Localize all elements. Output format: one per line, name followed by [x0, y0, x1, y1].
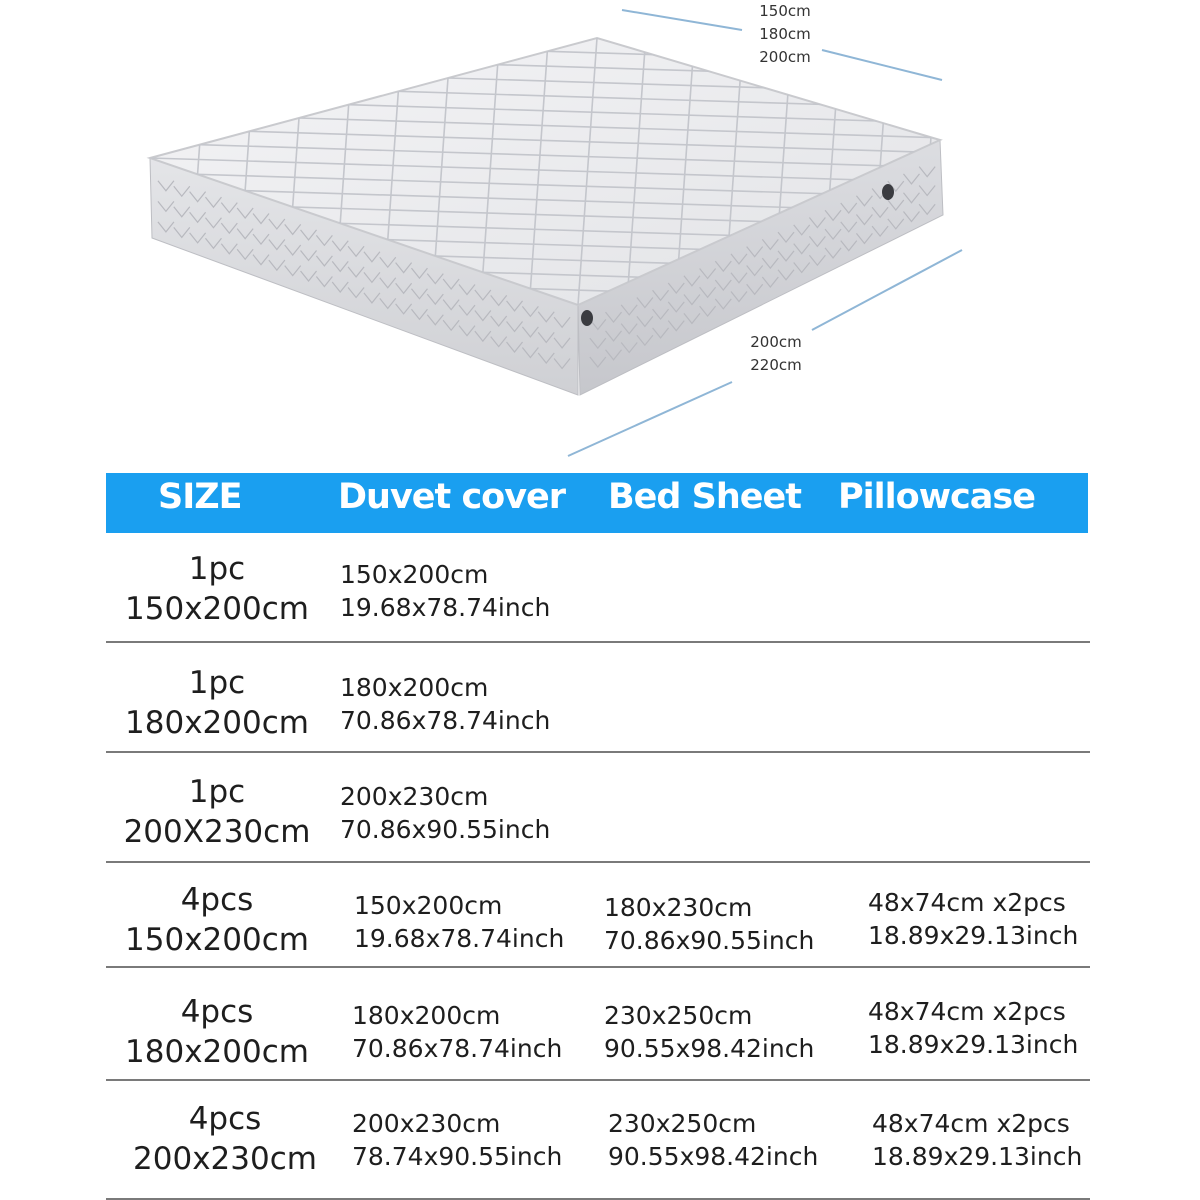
row-divider	[106, 1079, 1090, 1081]
table-row	[106, 549, 1090, 643]
length-dimension-labels	[738, 331, 814, 377]
duvet-inch: 19.68x78.74inch	[354, 924, 565, 953]
size-quantity: 1pc	[188, 774, 246, 810]
mattress-illustration	[0, 0, 1200, 470]
size-cell	[106, 992, 328, 1072]
duvet-cover-cell	[352, 999, 562, 1065]
duvet-cover-cell	[340, 780, 550, 846]
bed-sheet-cell	[604, 891, 814, 957]
duvet-inch: 70.86x78.74inch	[340, 706, 551, 735]
size-dimensions: 180x200cm	[125, 1034, 309, 1070]
size-cell	[114, 1099, 336, 1179]
size-cell	[106, 772, 328, 852]
pillowcase-cell	[868, 995, 1078, 1061]
duvet-cm: 150x200cm	[340, 560, 489, 589]
length-label: 200cm	[750, 333, 802, 351]
duvet-cm: 200x230cm	[340, 782, 489, 811]
size-quantity: 1pc	[188, 551, 246, 587]
size-quantity: 4pcs	[180, 882, 254, 918]
pillow-inch: 18.89x29.13inch	[868, 921, 1079, 950]
quilt-line	[597, 38, 1200, 65]
size-cell	[106, 549, 328, 629]
sheet-cm: 230x250cm	[604, 1001, 753, 1030]
quilt-line	[0, 198, 1, 465]
row-divider	[106, 861, 1090, 863]
quilt-line	[32, 185, 51, 452]
header-pillowcase: Pillowcase	[838, 477, 1035, 517]
row-divider	[106, 966, 1090, 968]
sheet-cm: 230x250cm	[608, 1109, 757, 1138]
size-cell	[106, 880, 328, 960]
table-row	[106, 659, 1090, 753]
duvet-cover-cell	[340, 558, 550, 624]
duvet-cover-cell	[354, 889, 564, 955]
width-dimension-labels	[748, 0, 822, 69]
pillowcase-cell	[868, 886, 1078, 952]
size-dimensions: 200X230cm	[123, 814, 311, 850]
size-dimensions: 180x200cm	[125, 705, 309, 741]
quilt-line	[131, 158, 150, 425]
pillow-cm: 48x74cm x2pcs	[872, 1109, 1070, 1138]
duvet-cover-cell	[352, 1107, 562, 1173]
size-quantity: 1pc	[188, 665, 246, 701]
vent-side	[882, 184, 894, 200]
size-quantity: 4pcs	[188, 1101, 262, 1137]
sheet-inch: 90.55x98.42inch	[604, 1034, 815, 1063]
duvet-inch: 19.68x78.74inch	[340, 593, 551, 622]
size-dimensions: 200x230cm	[133, 1141, 317, 1177]
header-size: SIZE	[158, 477, 242, 517]
size-dimensions: 150x200cm	[125, 922, 309, 958]
length-label: 220cm	[750, 356, 802, 374]
quilt-line	[796, 0, 1200, 12]
pillow-inch: 18.89x29.13inch	[868, 1030, 1079, 1059]
quilt-line	[975, 0, 994, 198]
size-dimensions: 150x200cm	[125, 591, 309, 627]
duvet-cm: 200x230cm	[352, 1109, 501, 1138]
table-header	[106, 473, 1088, 533]
duvet-cm: 180x200cm	[340, 673, 489, 702]
header-duvet-cover: Duvet cover	[338, 477, 566, 517]
pillow-cm: 48x74cm x2pcs	[868, 997, 1066, 1026]
sheet-inch: 70.86x90.55inch	[604, 926, 815, 955]
duvet-cm: 180x200cm	[352, 1001, 501, 1030]
duvet-inch: 70.86x78.74inch	[352, 1034, 563, 1063]
vent-front	[581, 310, 593, 326]
quilt-line	[1025, 0, 1044, 185]
dimension-line-width-a	[622, 10, 742, 30]
duvet-cover-cell	[340, 671, 550, 737]
mattress-figure	[0, 0, 1200, 470]
quilt-line	[81, 171, 100, 438]
duvet-inch: 70.86x90.55inch	[340, 815, 551, 844]
sheet-inch: 90.55x98.42inch	[608, 1142, 819, 1171]
width-label: 200cm	[759, 48, 811, 66]
row-divider	[106, 751, 1090, 753]
table-row	[106, 878, 1090, 968]
dimension-line-length-b	[568, 382, 732, 456]
table-row	[106, 987, 1090, 1081]
width-label: 150cm	[759, 2, 811, 20]
duvet-inch: 78.74x90.55inch	[352, 1142, 563, 1171]
header-bed-sheet: Bed Sheet	[608, 477, 801, 517]
size-cell	[106, 663, 328, 743]
bed-sheet-cell	[608, 1107, 818, 1173]
duvet-cm: 150x200cm	[354, 891, 503, 920]
dimension-line-width-b	[822, 50, 942, 80]
size-quantity: 4pcs	[180, 994, 254, 1030]
sheet-cm: 180x230cm	[604, 893, 753, 922]
pillowcase-cell	[872, 1107, 1082, 1173]
width-label: 180cm	[759, 25, 811, 43]
pillow-cm: 48x74cm x2pcs	[868, 888, 1066, 917]
pillow-inch: 18.89x29.13inch	[872, 1142, 1083, 1171]
row-divider	[106, 641, 1090, 643]
bed-sheet-cell	[604, 999, 814, 1065]
table-row	[106, 1096, 1090, 1200]
table-row	[106, 769, 1090, 863]
